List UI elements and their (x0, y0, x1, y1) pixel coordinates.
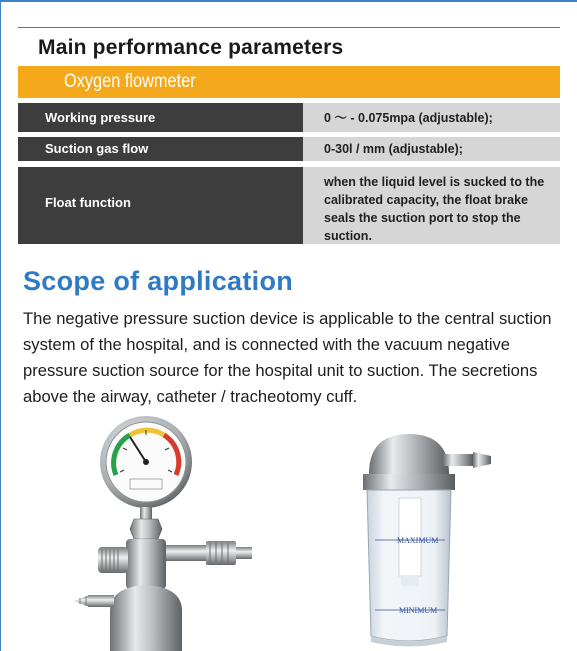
param-value-cell (303, 167, 560, 244)
param-label-cell (18, 137, 303, 161)
param-label: Working pressure (45, 110, 156, 125)
section-rule (18, 27, 560, 28)
scope-heading: Scope of application (23, 266, 294, 296)
param-label-cell (18, 103, 303, 132)
bottle-max-label: MAXIMUM (397, 536, 439, 545)
left-border (0, 0, 1, 651)
param-row-float-function (18, 167, 560, 244)
scope-description: The negative pressure suction device is applicable to the central suction system of the hospital, and is connected with the vacuum negative pressure suction source for the hospital unit to suction. The secretions above the airway, catheter / tracheotomy cuff. (23, 309, 552, 406)
top-border (0, 0, 577, 2)
param-label: Suction gas flow (45, 141, 149, 156)
param-label: Float function (45, 195, 131, 210)
page-title: Main performance parameters (38, 36, 344, 59)
product-band (18, 66, 560, 98)
bottle-min-label: MINIMUM (399, 606, 438, 615)
param-value: 0 ～ - 0.075mpa (adjustable); (324, 111, 493, 125)
param-value-cell (303, 103, 560, 132)
param-row-suction-gas-flow (18, 137, 560, 161)
product-band-label: Oxygen flowmeter (64, 71, 196, 92)
param-value-cell (303, 137, 560, 161)
suction-bottle-image (355, 432, 505, 651)
param-label-cell (18, 167, 303, 244)
param-value: 0-30l / mm (adjustable); (324, 142, 463, 156)
param-value: when the liquid level is sucked to the calibrated capacity, the float brake seals the suction port to stop the suction. (324, 175, 545, 243)
vacuum-regulator-gauge-image (60, 415, 260, 651)
param-row-working-pressure (18, 103, 560, 132)
